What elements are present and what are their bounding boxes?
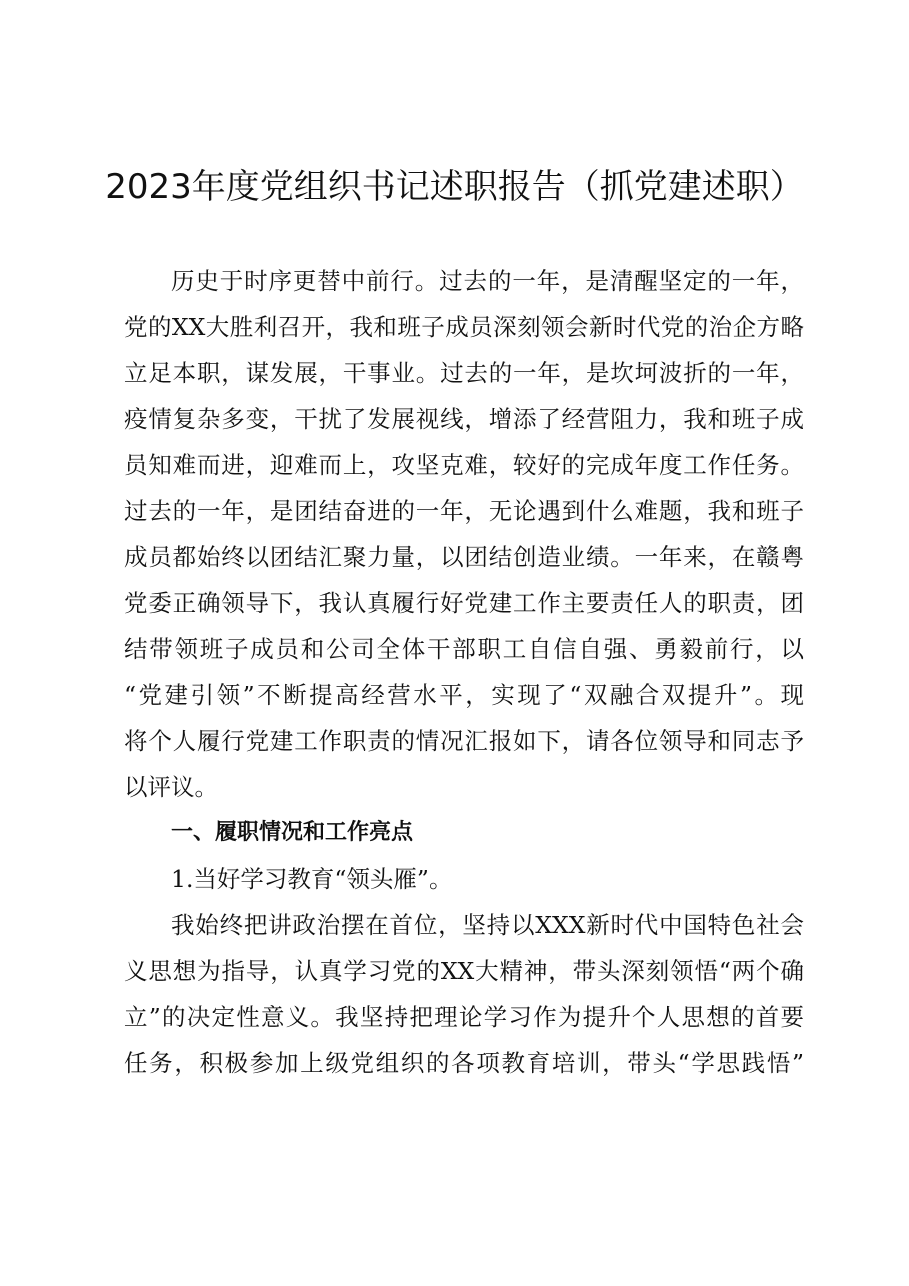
section-heading: 一、履职情况和工作亮点 [171,820,414,845]
paragraph-line: 任务，积极参加上级党组织的各项教育培训，带头“学思践悟” [124,1049,804,1077]
paragraph-line: 义思想为指导，认真学习党的XX大精神，带头深刻领悟“两个确 [124,957,804,985]
paragraph-line: 结带领班子成员和公司全体干部职工自信自强、勇毅前行，以 [124,635,804,663]
paragraph-line: 以评议。 [124,773,218,801]
paragraph-line: 党的XX大胜利召开，我和班子成员深刻领会新时代党的治企方略 [124,313,804,341]
paragraph-line: 立足本职，谋发展，干事业。过去的一年，是坎坷波折的一年， [124,359,804,387]
paragraph-line: 我始终把讲政治摆在首位，坚持以XXX新时代中国特色社会 [171,911,804,939]
paragraph-line: 历史于时序更替中前行。过去的一年，是清醒坚定的一年， [171,267,804,295]
paragraph-line: 员知难而进，迎难而上，攻坚克难，较好的完成年度工作任务。 [124,451,804,479]
paragraph-line: 将个人履行党建工作职责的情况汇报如下，请各位领导和同志予 [124,727,804,755]
paragraph-line: 疫情复杂多变，干扰了发展视线，增添了经营阻力，我和班子成 [124,405,804,433]
document-body [124,258,804,1086]
paragraph-line: 党委正确领导下，我认真履行好党建工作主要责任人的职责，团 [124,589,804,617]
subsection-heading: 1.当好学习教育“领头雁”。 [171,865,453,893]
paragraph-line: 过去的一年，是团结奋进的一年，无论遇到什么难题，我和班子 [124,497,804,525]
paragraph-line: 立”的决定性意义。我坚持把理论学习作为提升个人思想的首要 [124,1003,804,1031]
paragraph-line: “党建引领”不断提高经营水平，实现了“双融合双提升”。现 [124,681,804,709]
paragraph-line: 成员都始终以团结汇聚力量，以团结创造业绩。一年来，在赣粤 [124,543,804,571]
document-title: 2023年度党组织书记述职报告（抓党建述职） [105,167,804,207]
